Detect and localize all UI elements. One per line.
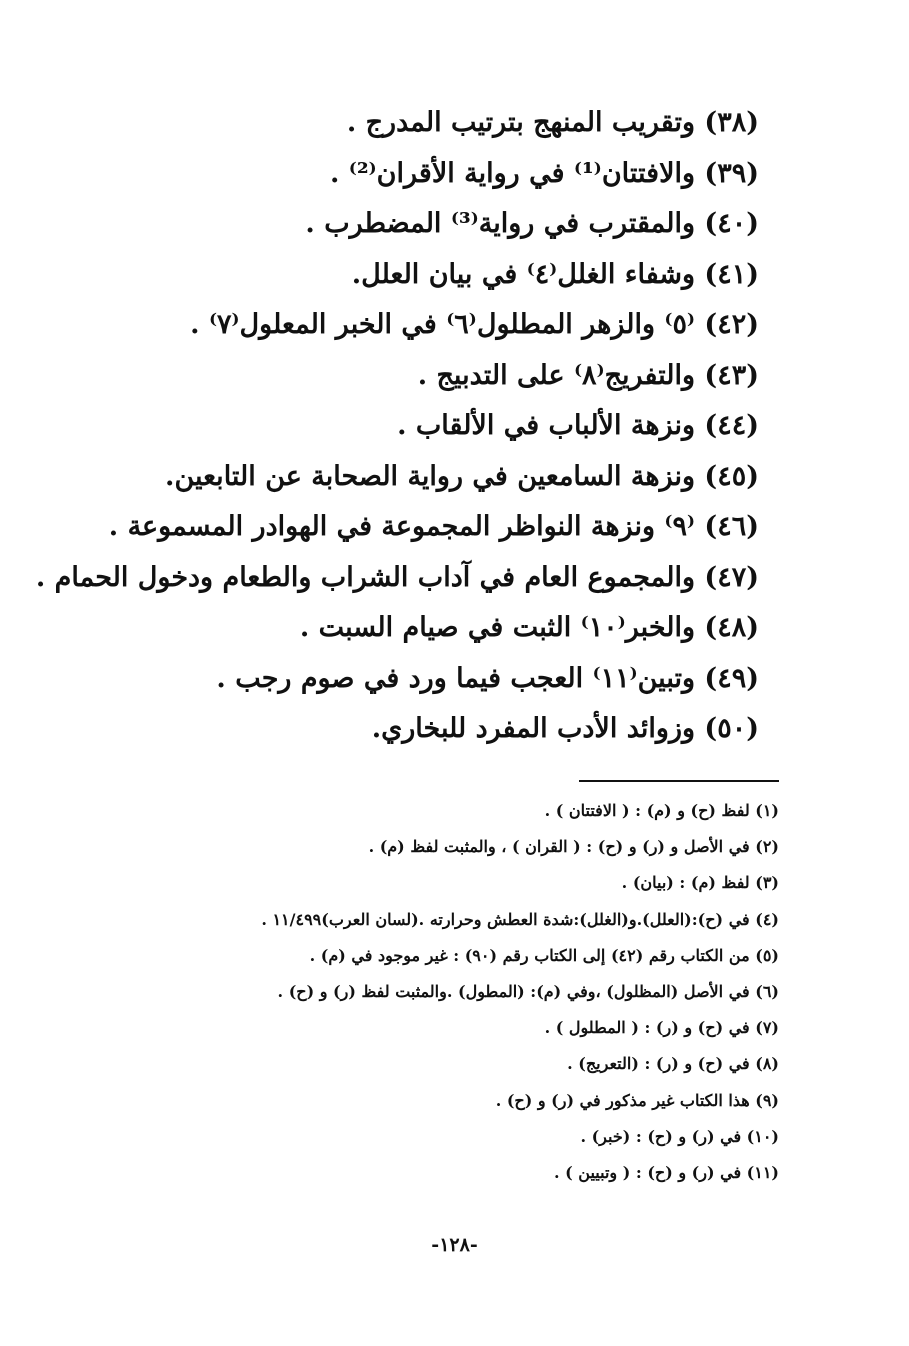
list-item: (٤١) وشفاء الغلل⁽٤⁾ في بيان العلل.: [351, 258, 759, 290]
list-item: (٤٨) والخبر⁽١٠⁾ الثبت في صيام السبت .: [299, 612, 759, 643]
footnote: (٩) هذا الكتاب غير مذكور في (ر) و (ح) .: [495, 1090, 779, 1110]
footnote: (١) لفظ (ح) و (م) : ( الافتتان ) .: [544, 801, 779, 820]
list-item: (٤٢) ⁽٥⁾ والزهر المطلول⁽٦⁾ في الخبر المعلول⁽٧⁾ .: [190, 309, 759, 340]
list-item: (٥٠) وزوائد الأدب المفرد للبخاري.: [371, 713, 759, 744]
list-item: (٤٧) والمجموع العام في آداب الشراب والطعام ودخول الحمام .: [35, 561, 759, 593]
list-item: (٤٤) ونزهة الألباب في الألقاب .: [397, 410, 759, 441]
footnote-divider: [579, 780, 779, 782]
list-item: (٤٩) وتبين⁽١١⁾ العجب فيما ورد في صوم رجب .: [216, 662, 759, 694]
list-item: (٤٠) والمقترب في رواية⁽³⁾ المضطرب .: [305, 208, 759, 239]
footnote: (٥) من الكتاب رقم (٤٢) إلى الكتاب رقم (٩٠) : غير موجود في (م) .: [309, 945, 779, 965]
list-item: (٣٨) وتقريب المنهج بترتيب المدرج .: [346, 107, 759, 138]
list-item: (٤٥) ونزهة السامعين في رواية الصحابة عن التابعين.: [165, 460, 759, 492]
footnote: (٢) في الأصل و (ر) و (ح) : ( القران ) ، والمثبت لفظ (م) .: [368, 837, 779, 857]
footnote: (١٠) في (ر) و (ح) : (خبر) .: [580, 1126, 779, 1146]
footnotes: [79, 793, 779, 1191]
list-item: (٤٦) ⁽٩⁾ ونزهة النواظر المجموعة في الهوادر المسموعة .: [108, 511, 759, 542]
book-list: [35, 98, 759, 755]
footnote: (١١) في (ر) و (ح) : ( وتبيين ) .: [554, 1162, 779, 1182]
footnote: (٣) لفظ (م) : (بيان) .: [621, 873, 779, 893]
footnote: (٨) في (ح) و (ر) : (التعريج) .: [567, 1054, 779, 1074]
list-item: (٤٣) والتفريج⁽٨⁾ على التدبيج .: [417, 359, 759, 391]
footnote: (٦) في الأصل (المظلول) ،وفي (م): (المطول) .والمثبت لفظ (ر) و (ح) .: [277, 981, 779, 1001]
page-number: -١٢٨-: [431, 1234, 478, 1256]
footnote: (٤) في (ح):(العلل).و(الغلل):شدة العطش وحرارته .(لسان العرب)١١/٤٩٩ .: [261, 909, 779, 929]
list-item: (٣٩) والافتتان⁽¹⁾ في رواية الأقران⁽²⁾ .: [329, 157, 759, 189]
footnote: (٧) في (ح) و (ر) : ( المطلول ) .: [544, 1018, 779, 1038]
